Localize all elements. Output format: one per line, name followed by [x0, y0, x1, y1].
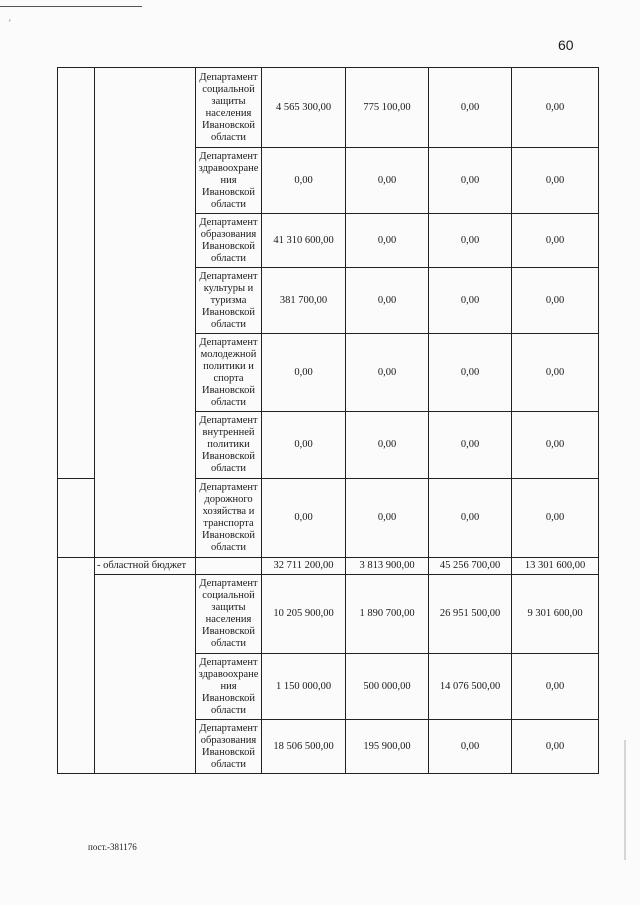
value-cell: 0,00: [429, 268, 512, 334]
department-cell: Департамент здравоохране ния Ивановской области: [196, 654, 262, 720]
value-cell: 500 000,00: [346, 654, 429, 720]
value-cell: 14 076 500,00: [429, 654, 512, 720]
value-cell: 775 100,00: [346, 68, 429, 148]
value-cell: 0,00: [512, 214, 599, 268]
value-cell: 0,00: [429, 148, 512, 214]
value-cell: 10 205 900,00: [262, 575, 346, 654]
value-cell: 0,00: [346, 412, 429, 479]
value-cell: 0,00: [512, 720, 599, 774]
value-cell: 0,00: [346, 479, 429, 558]
value-cell: 195 900,00: [346, 720, 429, 774]
value-cell: 0,00: [512, 334, 599, 412]
number-cell: [58, 558, 95, 774]
footer-code: пост.-381176: [88, 842, 137, 852]
value-cell: 0,00: [512, 268, 599, 334]
department-cell: Департамент социальной защиты населения Ивановской области: [196, 68, 262, 148]
value-cell: 26 951 500,00: [429, 575, 512, 654]
subtotal-row: [58, 558, 599, 575]
value-cell: 0,00: [262, 148, 346, 214]
value-cell: 0,00: [346, 334, 429, 412]
department-cell: Департамент образования Ивановской области: [196, 720, 262, 774]
subtotal-value: 45 256 700,00: [429, 558, 512, 575]
value-cell: 0,00: [429, 412, 512, 479]
value-cell: 0,00: [429, 720, 512, 774]
number-cell: [58, 68, 95, 479]
value-cell: 41 310 600,00: [262, 214, 346, 268]
scan-margin-mark: [624, 740, 626, 860]
budget-table: [57, 67, 599, 774]
value-cell: 0,00: [429, 68, 512, 148]
department-cell: Департамент молодежной политики и спорта Ивановской области: [196, 334, 262, 412]
value-cell: 381 700,00: [262, 268, 346, 334]
table-row: [58, 575, 599, 654]
value-cell: 0,00: [346, 214, 429, 268]
value-cell: 0,00: [429, 214, 512, 268]
value-cell: 0,00: [262, 334, 346, 412]
subtotal-value: 32 711 200,00: [262, 558, 346, 575]
value-cell: 0,00: [262, 479, 346, 558]
department-cell: Департамент образования Ивановской области: [196, 214, 262, 268]
value-cell: 0,00: [512, 412, 599, 479]
value-cell: 1 150 000,00: [262, 654, 346, 720]
department-cell: Департамент культуры и туризма Ивановской области: [196, 268, 262, 334]
subtotal-value: 13 301 600,00: [512, 558, 599, 575]
value-cell: 4 565 300,00: [262, 68, 346, 148]
value-cell: 0,00: [512, 148, 599, 214]
value-cell: 0,00: [429, 479, 512, 558]
value-cell: 0,00: [512, 654, 599, 720]
value-cell: 0,00: [262, 412, 346, 479]
table-row: [58, 68, 599, 148]
value-cell: 18 506 500,00: [262, 720, 346, 774]
value-cell: 0,00: [429, 334, 512, 412]
name-cell: [95, 68, 196, 558]
top-rule: [0, 6, 142, 7]
subtotal-label: - областной бюджет: [95, 558, 196, 575]
value-cell: 0,00: [512, 68, 599, 148]
scan-speck: ′: [9, 18, 11, 28]
value-cell: 0,00: [346, 268, 429, 334]
name-cell: [95, 575, 196, 774]
empty-department-cell: [196, 558, 262, 575]
department-cell: Департамент здравоохране ния Ивановской области: [196, 148, 262, 214]
value-cell: 1 890 700,00: [346, 575, 429, 654]
value-cell: 9 301 600,00: [512, 575, 599, 654]
department-cell: Департамент внутренней политики Ивановской области: [196, 412, 262, 479]
value-cell: 0,00: [346, 148, 429, 214]
department-cell: Департамент дорожного хозяйства и транспорта Ивановской области: [196, 479, 262, 558]
subtotal-value: 3 813 900,00: [346, 558, 429, 575]
department-cell: Департамент социальной защиты населения Ивановской области: [196, 575, 262, 654]
value-cell: 0,00: [512, 479, 599, 558]
page-number: 60: [558, 37, 574, 53]
number-cell: [58, 479, 95, 558]
